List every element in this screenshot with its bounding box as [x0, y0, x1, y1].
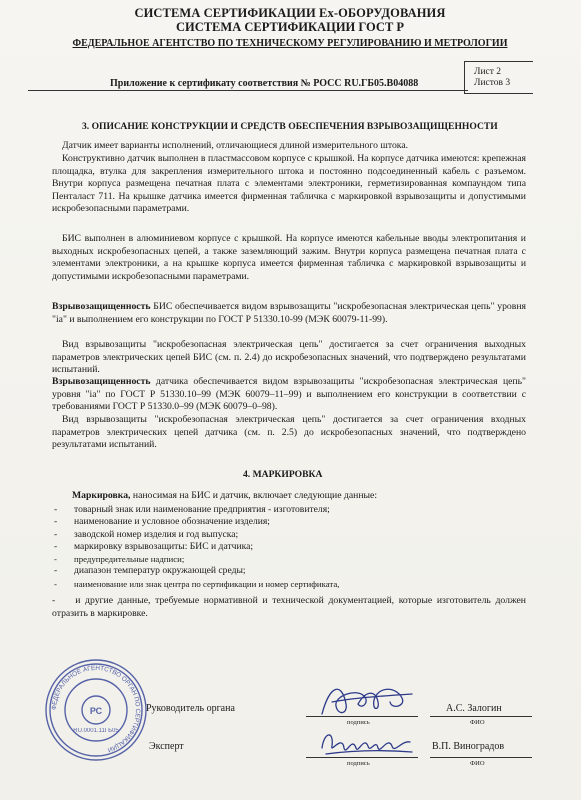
marking-intro-text: наносимая на БИС и датчик, включает следующие данные: [130, 490, 378, 501]
paragraph-bis-limits-text: Вид взрывозащиты "искробезопасная электрическая цепь" достигается за счет ограничения выходных параметров электрических цепей БИС (см. п. 2.4) до искробезопасных значений, что подтверждено результатами испытаний. [52, 339, 526, 376]
marking-intro-lead: Маркировка, [72, 490, 131, 501]
paragraph-sensor-protection [52, 376, 526, 414]
section-4-title: 4. МАРКИРОВКА [243, 469, 323, 480]
list-dash: - [54, 504, 58, 515]
list-item-text: заводской номер изделия и год выпуска; [74, 528, 239, 540]
list-item [54, 541, 524, 553]
marking-closing-text: и другие данные, требуемые нормативной и технической документацией, которые изготовитель должен отразить в маркировке. [52, 595, 526, 619]
list-item-text: предупредительные надписи; [74, 554, 185, 565]
expert-name-caption: ФИО [470, 760, 485, 767]
paragraph-sensor-limits-text: Вид взрывозащиты "искробезопасная электрическая цепь" достигается за счет ограничения входных параметров электрических цепей датчика (см. п. 2.5) до искробезопасных значений, что подтверждено результатами испытаний. [52, 414, 526, 451]
head-name-line [430, 716, 532, 717]
list-item-text: наименование или знак центра по сертификации и номер сертификата, [74, 578, 340, 589]
list-item-text: наименование и условное обозначение изделия; [74, 516, 270, 528]
header-system-gost: СИСТЕМА СЕРТИФИКАЦИИ ГОСТ Р [175, 20, 405, 34]
list-dash: - [54, 528, 58, 540]
list-item-text: диапазон температур окружающей среды; [74, 565, 246, 577]
seal-center-mark: РС [89, 706, 103, 716]
paragraph-variants-text: Датчик имеет варианты исполнений, отличающиеся длиной измерительного штока. [62, 140, 409, 151]
expert-name-line [430, 757, 532, 758]
appendix-title: Приложение к сертификату соответствия № РОСС RU.ГБ05.В04088 [110, 78, 419, 89]
list-item [54, 553, 524, 565]
bis-protection-text: БИС обеспечивается видом взрывозащиты "искробезопасная электрическая цепь" уровня "ia" и выполнением его конструкции по ГОСТ Р 51330.10-99 (МЭК 60079-11-99). [52, 301, 526, 325]
header-system-ex: СИСТЕМА СЕРТИФИКАЦИИ Ех-ОБОРУДОВАНИЯ [134, 6, 446, 20]
list-item-text: товарный знак или наименование предприятия - изготовителя; [74, 504, 330, 515]
paragraph-sensor-design [52, 153, 526, 216]
list-item [54, 529, 524, 541]
list-dash: - [54, 554, 57, 565]
list-dash: - [54, 565, 58, 577]
sensor-protection-text: датчика обеспечивается видом взрывозащиты "искробезопасная электрическая цепь" уровня "ia" по ГОСТ Р 51330.10–99 (МЭК 60079–11–99) и выполнением его конструкции в соответствии с требованиями ГОСТ Р 51330.0–99 (МЭК 60079–0–98). [52, 376, 526, 413]
list-dash: - [52, 595, 56, 606]
sheet-number: Лист 2 [474, 67, 502, 77]
certification-seal [43, 657, 149, 763]
expert-label: Эксперт [149, 741, 184, 752]
paragraph-bis-limits [52, 339, 526, 377]
head-name: А.С. Залогин [446, 703, 502, 714]
list-dash: - [54, 540, 58, 552]
list-dash: - [54, 578, 57, 589]
list-item [54, 578, 524, 590]
paragraph-sensor-design-text: Конструктивно датчик выполнен в пластмассовом корпусе с крышкой. На корпусе датчика имеются: крепежная площадка, втулка для закрепления измерительного штока и постоянно подсоединенный кабель с разъемом. Внутри корпуса размещена печатная плата с элементами электроники, герметизированная компаундом типа Пенталаст 711. На крышке датчика имеется фирменная табличка с маркировкой взрывозащиты и допустимыми искробезопасными параметрами. [52, 153, 526, 215]
paragraph-bis-design-text: БИС выполнен в алюминиевом корпусе с крышкой. На корпусе имеются кабельные вводы электропитания и выходных искробезопасных цепей, а также заземляющий зажим. Внутри корпуса размещена печатная плата с элементами электроники, а на крышке корпуса имеется фирменная табличка с маркировкой взрывозащиты и допустимыми искробезопасными параметрами. [52, 233, 526, 282]
seal-number: RU.0001.11ГБ05 [73, 728, 119, 734]
seal-ring-text: ФЕДЕРАЛЬНОЕ АГЕНТСТВО ОРГАН ПО СЕРТИФИКАЦИИ [50, 664, 142, 754]
marking-list [54, 504, 524, 590]
list-item-text: маркировку взрывозащиты: БИС и датчика; [74, 540, 254, 552]
section-3-title: 3. ОПИСАНИЕ КОНСТРУКЦИИ И СРЕДСТВ ОБЕСПЕЧЕНИЯ ВЗРЫВОЗАЩИЩЕННОСТИ [82, 121, 498, 132]
head-name-caption: ФИО [470, 719, 485, 726]
list-item [54, 565, 524, 577]
head-of-body-label: Руководитель органа [146, 703, 235, 714]
list-item [54, 516, 524, 528]
sensor-protection-lead: Взрывозащищенность [52, 376, 151, 387]
header-agency: ФЕДЕРАЛЬНОЕ АГЕНТСТВО ПО ТЕХНИЧЕСКОМУ РЕГУЛИРОВАНИЮ И МЕТРОЛОГИИ [72, 38, 508, 49]
list-dash: - [54, 516, 58, 528]
head-signature-caption: подпись [347, 719, 370, 726]
expert-name: В.П. Виноградов [432, 741, 505, 752]
marking-closing [52, 595, 526, 620]
paragraph-bis-protection [52, 301, 526, 326]
expert-signature-caption: подпись [347, 760, 370, 767]
paragraph-sensor-limits [52, 414, 526, 452]
paragraph-bis-design [52, 233, 526, 283]
head-signature-scrawl [312, 676, 422, 722]
paragraph-variants [52, 140, 526, 153]
sheet-total: Листов 3 [474, 78, 511, 88]
list-item [54, 504, 524, 516]
expert-signature-scrawl [316, 724, 416, 760]
bis-protection-lead: Взрывозащищенность [52, 301, 151, 312]
marking-intro [52, 490, 526, 503]
